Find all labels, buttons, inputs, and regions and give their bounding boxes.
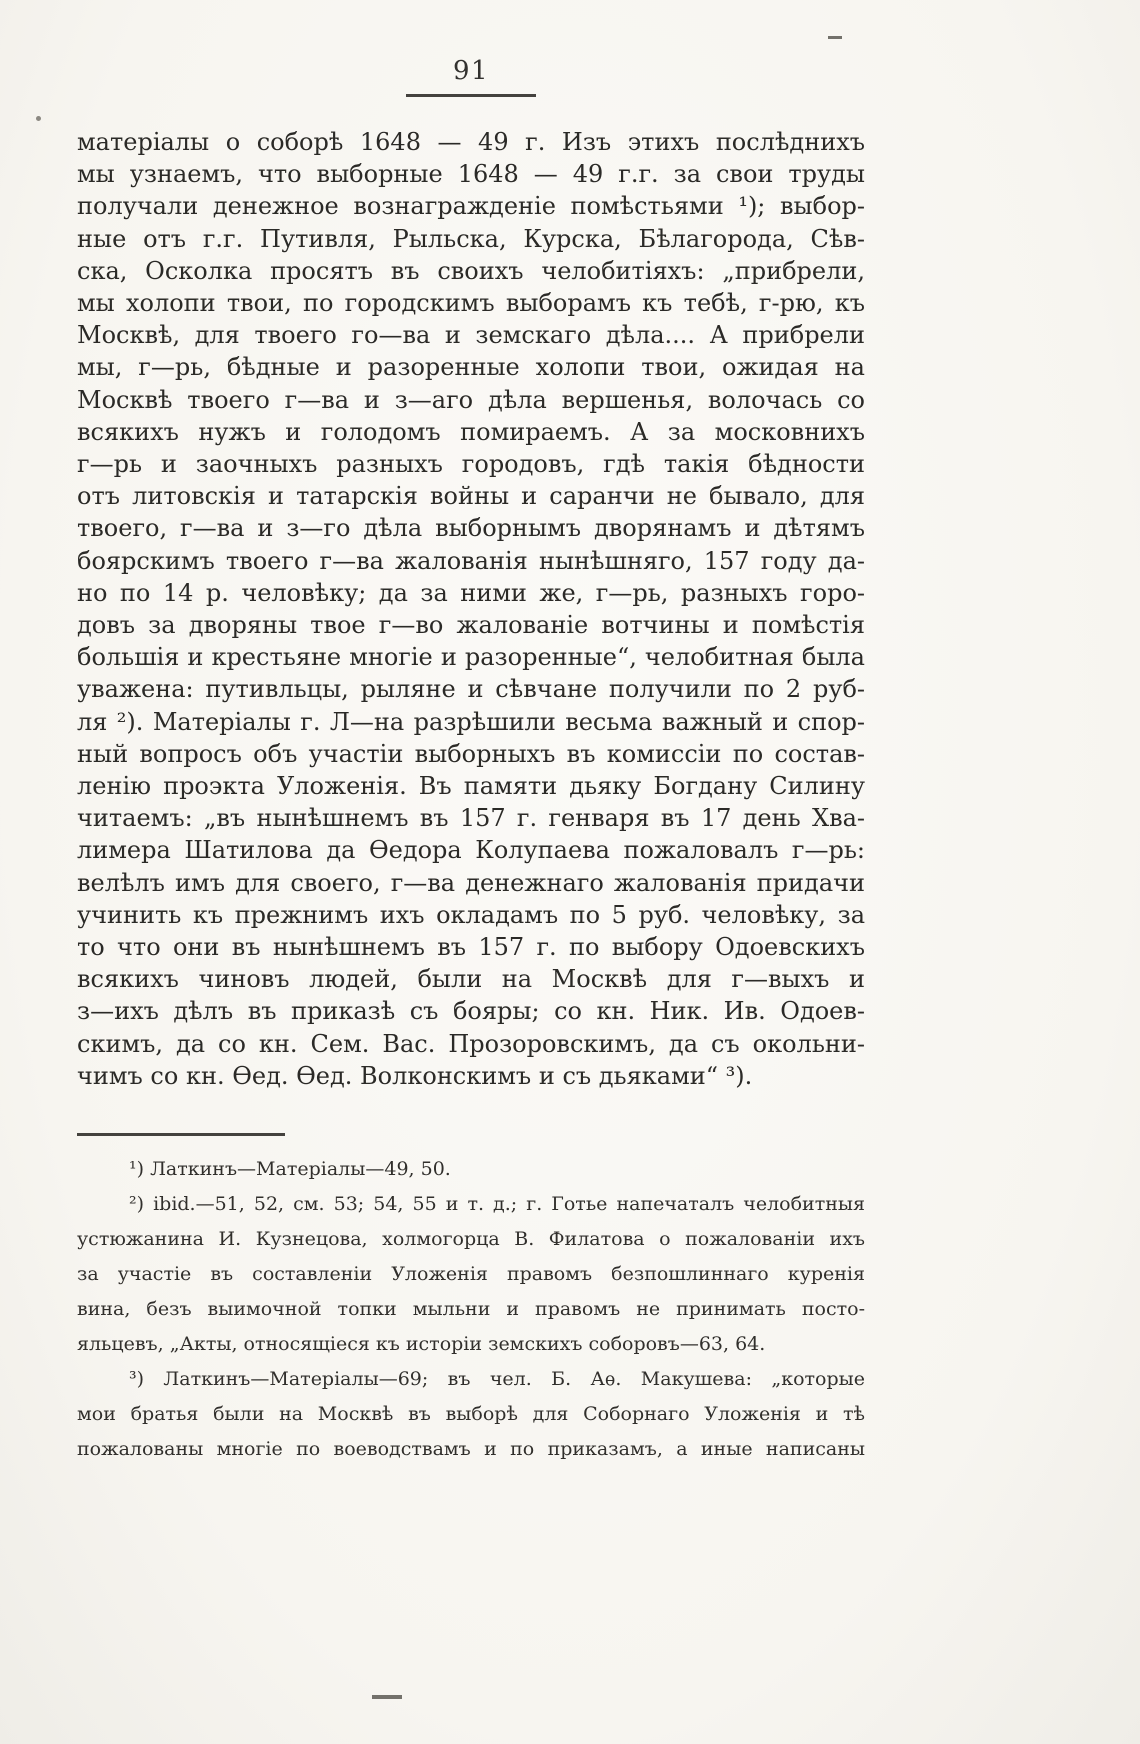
text-line: уважена: путивльцы, рыляне и сѣвчане получили по 2 руб-: [77, 675, 865, 704]
text-line: довъ за дворяны твое г—во жалованіе вотчины и помѣстія: [77, 611, 865, 640]
scan-artifact: [828, 36, 842, 39]
text-line: то что они въ нынѣшнемъ въ 157 г. по выбору Одоевскихъ: [77, 933, 865, 962]
text-line: матеріалы о соборѣ 1648 — 49 г. Изъ этихъ послѣднихъ: [77, 128, 865, 156]
text-line: учинить къ прежнимъ ихъ окладамъ по 5 руб. человѣку, за: [77, 900, 865, 929]
text-line: твоего, г—ва и з—го дѣла выборнымъ дворянамъ и дѣтямъ: [77, 514, 865, 543]
text-line: мы узнаемъ, что выборные 1648 — 49 г.г. за свои труды: [77, 160, 865, 189]
text-line: ска, Осколка просятъ въ своихъ челобитіяхъ: „прибрели,: [77, 256, 865, 285]
text-line: ля ²). Матеріалы г. Л—на разрѣшили весьма важный и спор-: [77, 707, 865, 736]
footnote-line: яльцевъ, „Акты, относящіеся къ исторіи земскихъ соборовъ—63, 64.: [77, 1333, 766, 1356]
text-line: большія и крестьяне многіе и разоренные“, челобитная была: [77, 643, 865, 672]
footnote-line: устюжанина И. Кузнецова, холмогорца В. Филатова о пожалованіи ихъ: [77, 1228, 865, 1251]
text-line: боярскимъ твоего г—ва жалованія нынѣшняго, 157 году да-: [77, 546, 865, 575]
footnote-line: вина, безъ выимочной топки мыльни и правомъ не принимать посто-: [77, 1298, 865, 1321]
footnotes: [77, 1152, 865, 1467]
text-line: Москвѣ твоего г—ва и з—аго дѣла вершенья, волочась со: [77, 385, 865, 414]
footnote-line: ²) ibid.—51, 52, см. 53; 54, 55 и т. д.; г. Готье напечаталъ челобитныя: [129, 1193, 865, 1216]
page-number-rule: [406, 94, 536, 97]
page-header: [77, 56, 865, 97]
text-line: Москвѣ, для твоего го—ва и земскаго дѣла.... А прибрели: [77, 321, 865, 350]
text-line: всякихъ нужъ и голодомъ помираемъ. А за московнихъ: [77, 417, 865, 446]
scan-artifact: [372, 1695, 402, 1699]
text-line: но по 14 р. человѣку; да за ними же, г—рь, разныхъ горо-: [77, 578, 865, 607]
footnote: [77, 1152, 865, 1187]
footnote-line: мои братья были на Москвѣ въ выборѣ для Соборнаго Уложенія и тѣ: [77, 1403, 865, 1426]
text-line: мы, г—рь, бѣдные и разоренные холопи твои, ожидая на: [77, 353, 865, 382]
text-line: всякихъ чиновъ людей, были на Москвѣ для г—выхъ и: [77, 965, 865, 994]
text-line: отъ литовскія и татарскія войны и саранчи не бывало, для: [77, 482, 865, 511]
text-line: чимъ со кн. Ѳед. Ѳед. Волконскимъ и съ дьяками“ ³).: [77, 1061, 753, 1090]
footnote-line: ³) Латкинъ—Матеріалы—69; въ чел. Б. Аѳ. Макушева: „которые: [129, 1368, 865, 1391]
text-line: г—рь и заочныхъ разныхъ городовъ, гдѣ такія бѣдности: [77, 450, 865, 479]
text-line: ленію проэкта Уложенія. Въ памяти дьяку Богдану Силину: [77, 772, 865, 801]
text-block: [77, 56, 865, 1467]
text-line: ные отъ г.г. Путивля, Рыльска, Курска, Бѣлагорода, Сѣв-: [77, 224, 865, 253]
footnote: [77, 1362, 865, 1467]
text-line: ный вопросъ объ участіи выборныхъ въ комиссіи по состав-: [77, 739, 865, 768]
text-line: лимера Шатилова да Ѳедора Колупаева пожаловалъ г—рь:: [77, 836, 865, 865]
footnote: [77, 1187, 865, 1362]
page-number: 91: [452, 56, 490, 86]
text-line: получали денежное вознагражденіе помѣстьями ¹); выбор-: [77, 192, 865, 221]
footnote-separator: [77, 1133, 285, 1136]
text-line: скимъ, да со кн. Сем. Вас. Прозоровскимъ, да съ окольни-: [77, 1029, 865, 1058]
text-line: мы холопи твои, по городскимъ выборамъ къ тебѣ, г-рю, къ: [77, 289, 865, 318]
footnote-line: пожалованы многіе по воеводствамъ и по приказамъ, а иные написаны: [77, 1438, 865, 1461]
text-line: читаемъ: „въ нынѣшнемъ въ 157 г. генваря въ 17 день Хва-: [77, 804, 865, 833]
text-line: велѣлъ имъ для своего, г—ва денежнаго жалованія придачи: [77, 868, 865, 897]
main-text: [77, 126, 865, 1092]
text-line: з—ихъ дѣлъ въ приказѣ съ бояры; со кн. Ник. Ив. Одоев-: [77, 997, 865, 1026]
footnote-line: ¹) Латкинъ—Матеріалы—49, 50.: [129, 1158, 451, 1181]
footnote-line: за участіе въ составленіи Уложенія правомъ безпошлиннаго куренія: [77, 1263, 865, 1286]
scan-artifact: [36, 116, 41, 121]
